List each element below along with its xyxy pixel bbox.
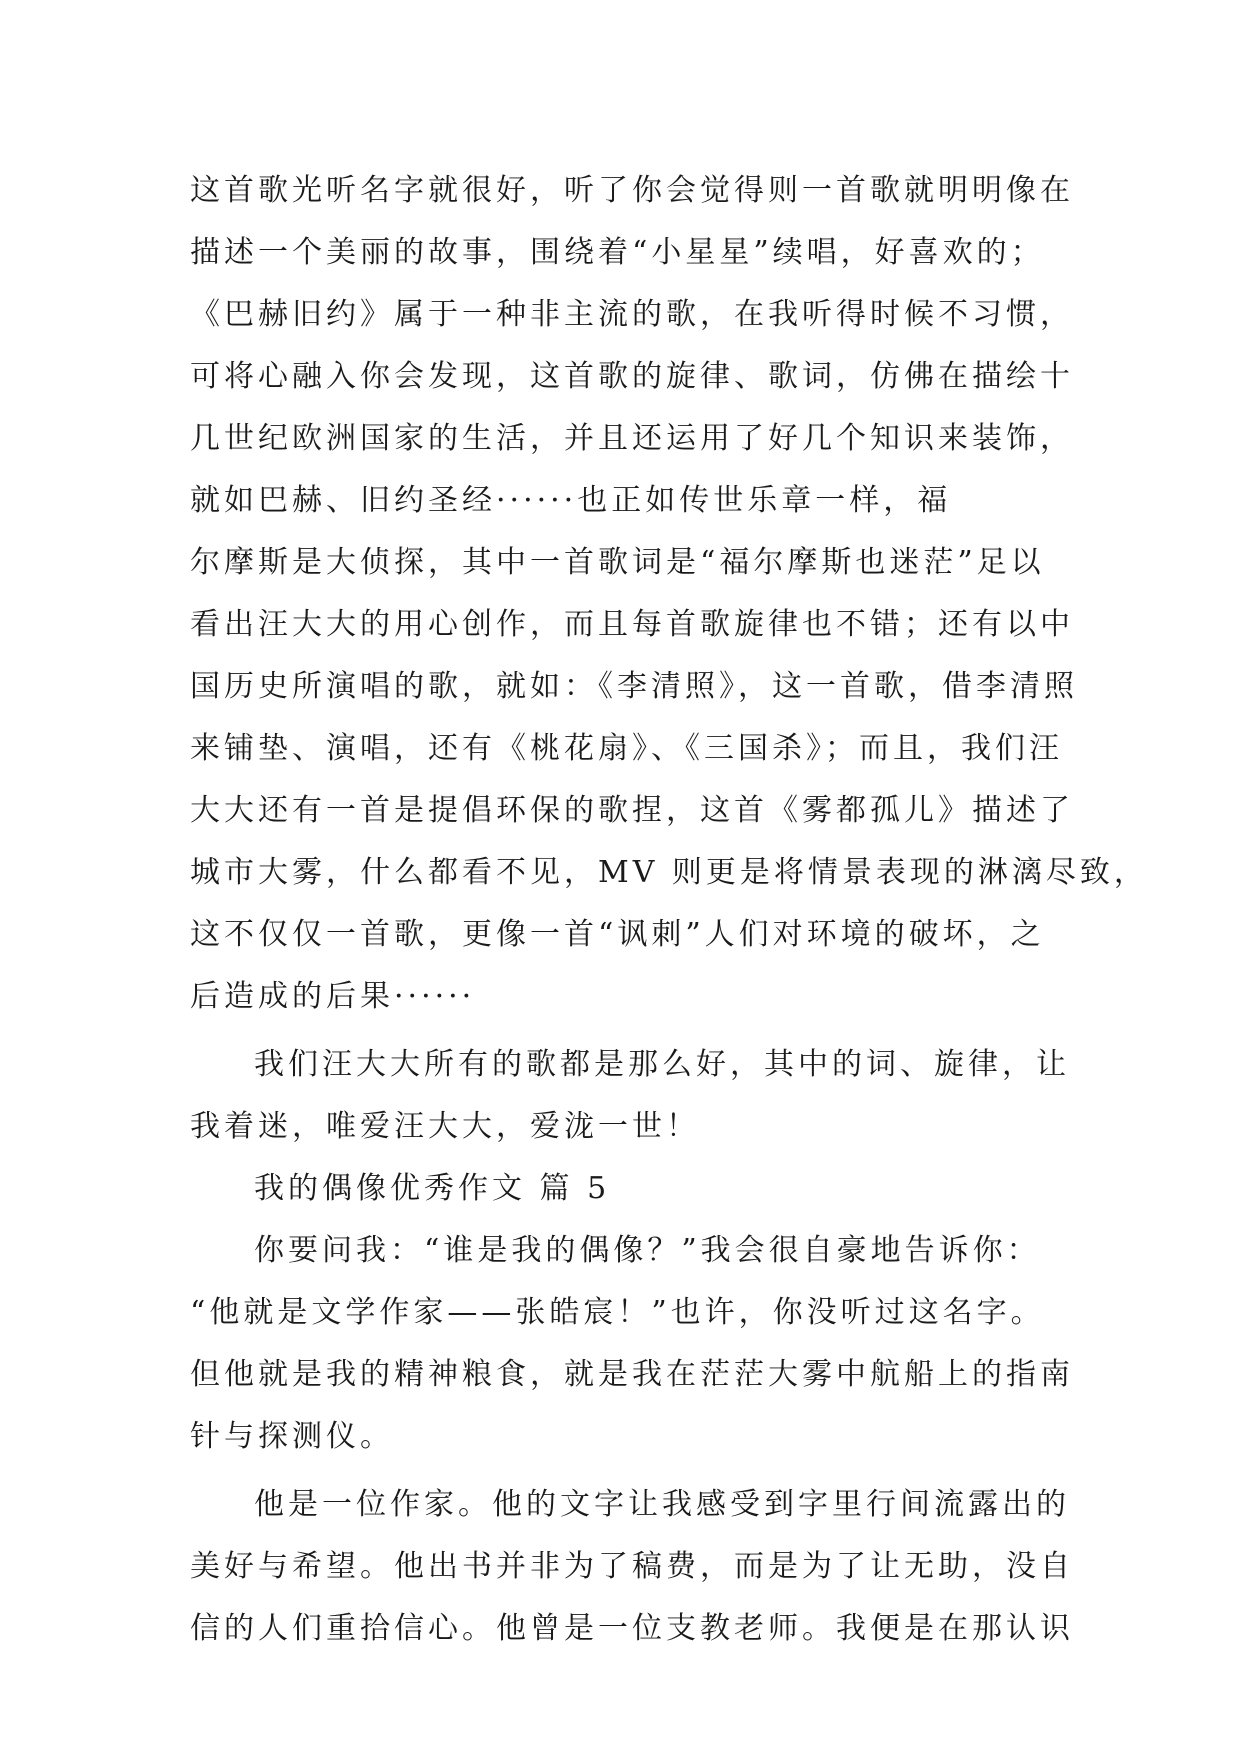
paragraph-line: 美好与希望。他出书并非为了稿费，而是为了让无助，没自 xyxy=(190,1549,1074,1584)
paragraph-line: 信的人们重拾信心。他曾是一位支教老师。我便是在那认识 xyxy=(190,1611,1074,1646)
paragraph-line: 这不仅仅一首歌，更像一首“讽刺”人们对环境的破坏，之 xyxy=(190,917,1045,952)
paragraph-line: “他就是文学作家——张皓宸！”也许，你没听过这名字。 xyxy=(190,1295,1045,1330)
paragraph-line: 几世纪欧洲国家的生活，并且还运用了好几个知识来装饰， xyxy=(190,421,1074,456)
paragraph-line: 大大还有一首是提倡环保的歌捏，这首《雾都孤儿》描述了 xyxy=(190,793,1074,828)
paragraph-line: 尔摩斯是大侦探，其中一首歌词是“福尔摩斯也迷茫”足以 xyxy=(190,545,1045,580)
paragraph-line: 后造成的后果······ xyxy=(190,979,476,1014)
paragraph-line: 描述一个美丽的故事，围绕着“小星星”续唱，好喜欢的； xyxy=(190,235,1045,270)
document-body xyxy=(190,160,1148,1660)
paragraph-line: 我着迷，唯爱汪大大，爱泷一世！ xyxy=(190,1109,700,1144)
paragraph-line: 针与探测仪。 xyxy=(190,1419,394,1454)
paragraph-line: 我们汪大大所有的歌都是那么好，其中的词、旋律，让 xyxy=(254,1047,1070,1082)
paragraph-line: 这首歌光听名字就很好，听了你会觉得则一首歌就明明像在 xyxy=(190,173,1074,208)
section-heading: 我的偶像优秀作文 篇 5 xyxy=(254,1171,611,1206)
paragraph-line: 可将心融入你会发现，这首歌的旋律、歌词，仿佛在描绘十 xyxy=(190,359,1074,394)
paragraph-line: 但他就是我的精神粮食，就是我在茫茫大雾中航船上的指南 xyxy=(190,1357,1074,1392)
paragraph-line: 来铺垫、演唱，还有《桃花扇》、《三国杀》；而且，我们汪 xyxy=(190,731,1063,766)
paragraph-line: 看出汪大大的用心创作，而且每首歌旋律也不错；还有以中 xyxy=(190,607,1074,642)
paragraph-line: 《巴赫旧约》属于一种非主流的歌，在我听得时候不习惯， xyxy=(190,297,1074,332)
paragraph-line: 他是一位作家。他的文字让我感受到字里行间流露出的 xyxy=(254,1487,1070,1522)
paragraph-line: 国历史所演唱的歌，就如：《李清照》，这一首歌，借李清照 xyxy=(190,669,1078,704)
paragraph-line: 你要问我：“谁是我的偶像？”我会很自豪地告诉你： xyxy=(254,1233,1041,1268)
paragraph-line: 城市大雾，什么都看不见，MV 则更是将情景表现的淋漓尽致， xyxy=(190,855,1148,890)
paragraph-line: 就如巴赫、旧约圣经······也正如传世乐章一样，福 xyxy=(190,483,952,518)
